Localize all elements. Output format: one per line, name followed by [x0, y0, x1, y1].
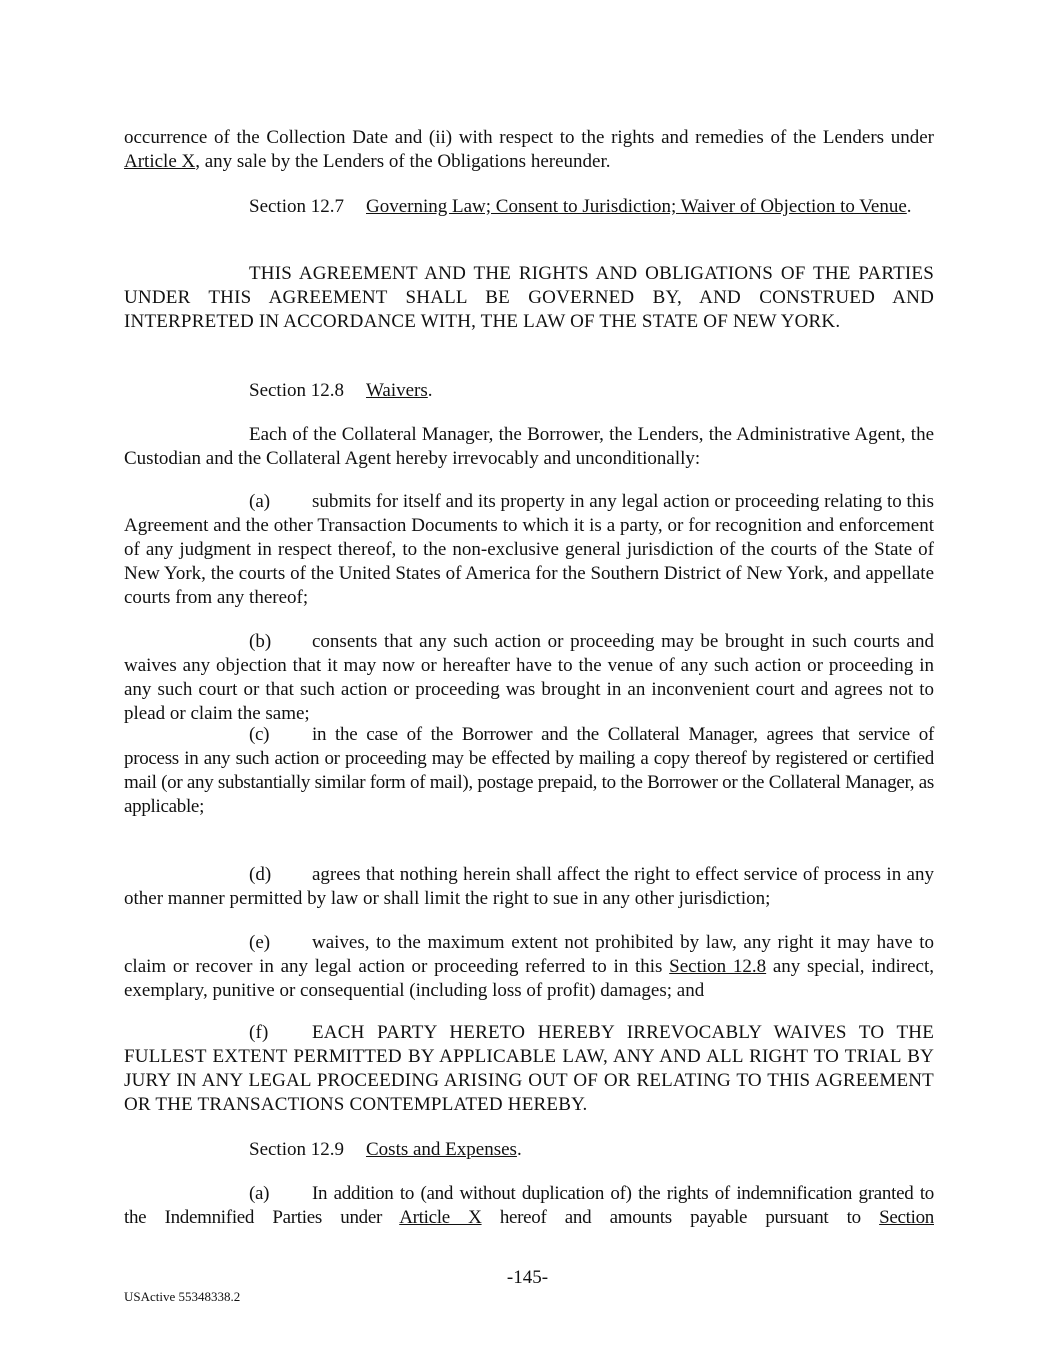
clause-text: consents that any such action or proceeding may be brought in such courts and waives any objection that it may now or hereafter have to the venue of any such action or proceeding in any such court or that such action or proceeding was brought in an inconvenient court and agrees not to plead or claim the same;	[124, 631, 934, 724]
text: .	[427, 380, 433, 401]
section-number: Section 12.8	[249, 380, 344, 401]
clause-label: (c)	[249, 724, 270, 745]
section-12-7-heading	[124, 195, 934, 219]
clause-text: agrees that nothing herein shall affect the right to effect service of process in any other manner permitted by law or shall limit the right to sue in any other jurisdiction;	[124, 864, 934, 909]
text: .	[516, 1139, 522, 1160]
section-title: Costs and Expenses	[366, 1139, 517, 1160]
clause-b	[124, 630, 934, 726]
section-number: Section 12.7	[249, 196, 344, 217]
page-number: -145-	[506, 1267, 549, 1288]
costs-clause-a	[124, 1182, 934, 1230]
clause-f	[124, 1021, 934, 1117]
clause-a	[124, 490, 934, 610]
text: occurrence of the Collection Date and (ii) with respect to the rights and remedies of the Lenders under	[124, 127, 934, 148]
document-id-footer: USActive 55348338.2	[124, 1289, 241, 1304]
text: , any sale by the Lenders of the Obligations hereunder.	[195, 151, 611, 172]
clause-d	[124, 863, 934, 911]
clause-label: (f)	[249, 1022, 269, 1043]
paragraph-continuation	[124, 126, 934, 174]
clause-label: (b)	[249, 631, 272, 652]
text: .	[906, 196, 912, 217]
section-12-8-heading	[124, 379, 934, 403]
article-x-link[interactable]: Article X	[399, 1207, 482, 1228]
section-number: Section 12.9	[249, 1139, 344, 1160]
section-12-9-heading	[124, 1138, 934, 1162]
clause-text: any special, indirect, exemplary, punitive or consequential (including loss of profit) damages; and	[124, 956, 934, 1001]
clause-text: in the case of the Borrower and the Collateral Manager, agrees that service of process in any such action or proceeding may be effected by mailing a copy thereof by registered or certified mail (or any substantially similar form of mail), postage prepaid, to the Borrower or the Collateral Manager, as applicable;	[124, 724, 934, 817]
clause-text: submits for itself and its property in any legal action or proceeding relating to this Agreement and the other Transaction Documents to which it is a party, or for recognition and enforcement of any judgment in respect thereof, to the non-exclusive general jurisdiction of the courts of the State of New York, the courts of the United States of America for the Southern District of New York, and appellate courts from any thereof;	[124, 491, 934, 608]
clause-label: (e)	[249, 932, 271, 953]
clause-e	[124, 931, 934, 1003]
section-12-8-link[interactable]: Section 12.8	[669, 956, 767, 977]
governing-law-paragraph: THIS AGREEMENT AND THE RIGHTS AND OBLIGATIONS OF THE PARTIES UNDER THIS AGREEMENT SHALL BE GOVERNED BY, AND CONSTRUED AND INTERPRETED IN ACCORDANCE WITH, THE LAW OF THE STATE OF NEW YORK.	[124, 263, 934, 332]
clause-label: (d)	[249, 864, 272, 885]
clause-label: (a)	[249, 1183, 270, 1204]
clause-text: In addition to (and without duplication of) the rights of indemnification granted to the Indemnified Parties under	[124, 1183, 934, 1228]
clause-text: waives, to the maximum extent not prohibited by law, any right it may have to claim or recover in any legal action or proceeding referred to in this	[124, 932, 934, 977]
clause-text: EACH PARTY HERETO HEREBY IRREVOCABLY WAIVES TO THE FULLEST EXTENT PERMITTED BY APPLICABLE LAW, ANY AND ALL RIGHT TO TRIAL BY JURY IN ANY LEGAL PROCEEDING ARISING OUT OF OR RELATING TO THIS AGREEMENT OR THE TRANSACTIONS CONTEMPLATED HEREBY.	[124, 1022, 934, 1115]
clause-c	[124, 723, 934, 819]
clause-text: hereof and amounts payable pursuant to	[481, 1207, 880, 1228]
clause-label: (a)	[249, 491, 271, 512]
section-title: Governing Law; Consent to Jurisdiction; Waiver of Objection to Venue	[366, 196, 907, 217]
section-link[interactable]: Section	[879, 1207, 934, 1228]
article-x-link[interactable]: Article X	[124, 151, 196, 172]
waivers-intro-paragraph: Each of the Collateral Manager, the Borrower, the Lenders, the Administrative Agent, the Custodian and the Collateral Agent hereby irrevocably and unconditionally:	[124, 424, 934, 469]
section-title: Waivers	[366, 380, 428, 401]
